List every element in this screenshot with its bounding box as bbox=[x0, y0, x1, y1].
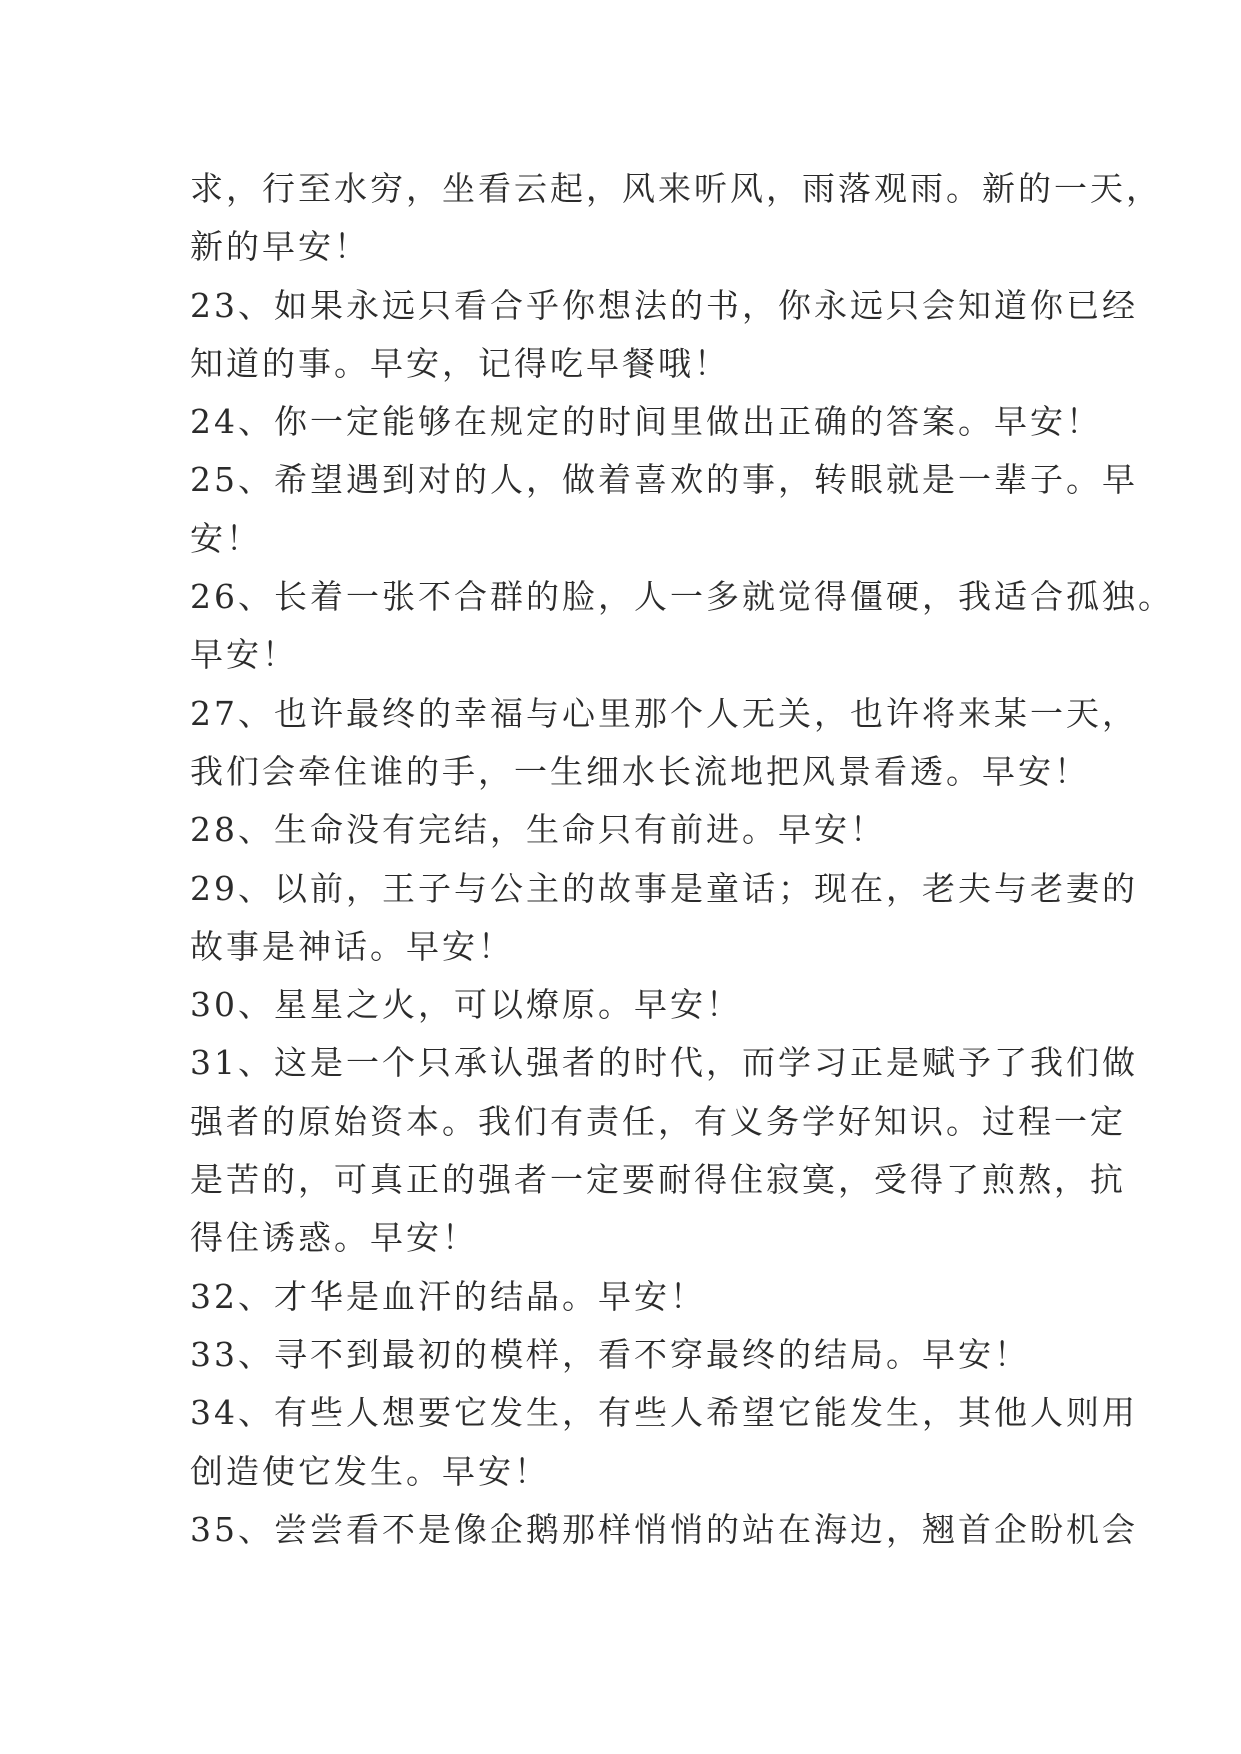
text-line: 28、生命没有完结，生命只有前进。早安！ bbox=[190, 810, 886, 850]
text-line: 29、以前，王子与公主的故事是童话；现在，老夫与老妻的 bbox=[190, 868, 1138, 908]
text-line: 33、寻不到最初的模样，看不穿最终的结局。早安！ bbox=[190, 1334, 1030, 1374]
text-line: 安！ bbox=[190, 518, 262, 558]
text-line: 25、希望遇到对的人，做着喜欢的事，转眼就是一辈子。早 bbox=[190, 460, 1138, 500]
text-line: 得住诱惑。早安！ bbox=[190, 1218, 478, 1258]
text-line: 早安！ bbox=[190, 635, 298, 675]
text-line: 23、如果永远只看合乎你想法的书，你永远只会知道你已经 bbox=[190, 285, 1138, 325]
text-line: 32、才华是血汗的结晶。早安！ bbox=[190, 1276, 706, 1316]
text-line: 34、有些人想要它发生，有些人希望它能发生，其他人则用 bbox=[190, 1393, 1138, 1433]
text-line: 26、长着一张不合群的脸，人一多就觉得僵硬，我适合孤独。 bbox=[190, 577, 1174, 617]
text-line: 24、你一定能够在规定的时间里做出正确的答案。早安！ bbox=[190, 402, 1102, 442]
text-line: 我们会牵住谁的手，一生细水长流地把风景看透。早安！ bbox=[190, 751, 1090, 791]
text-line: 是苦的，可真正的强者一定要耐得住寂寞，受得了煎熬，抗 bbox=[190, 1160, 1126, 1200]
text-line: 新的早安！ bbox=[190, 227, 370, 267]
text-line: 27、也许最终的幸福与心里那个人无关，也许将来某一天， bbox=[190, 693, 1138, 733]
text-line: 故事是神话。早安！ bbox=[190, 926, 514, 966]
text-line: 30、星星之火，可以燎原。早安！ bbox=[190, 985, 742, 1025]
text-line: 创造使它发生。早安！ bbox=[190, 1451, 550, 1491]
text-line: 35、尝尝看不是像企鹅那样悄悄的站在海边，翘首企盼机会 bbox=[190, 1509, 1138, 1549]
text-line: 知道的事。早安，记得吃早餐哦！ bbox=[190, 343, 730, 383]
text-line: 31、这是一个只承认强者的时代，而学习正是赋予了我们做 bbox=[190, 1043, 1138, 1083]
document-body bbox=[190, 160, 1174, 1559]
text-line: 求，行至水穷，坐看云起，风来听风，雨落观雨。新的一天， bbox=[190, 169, 1162, 208]
text-line: 强者的原始资本。我们有责任，有义务学好知识。过程一定 bbox=[190, 1101, 1126, 1141]
